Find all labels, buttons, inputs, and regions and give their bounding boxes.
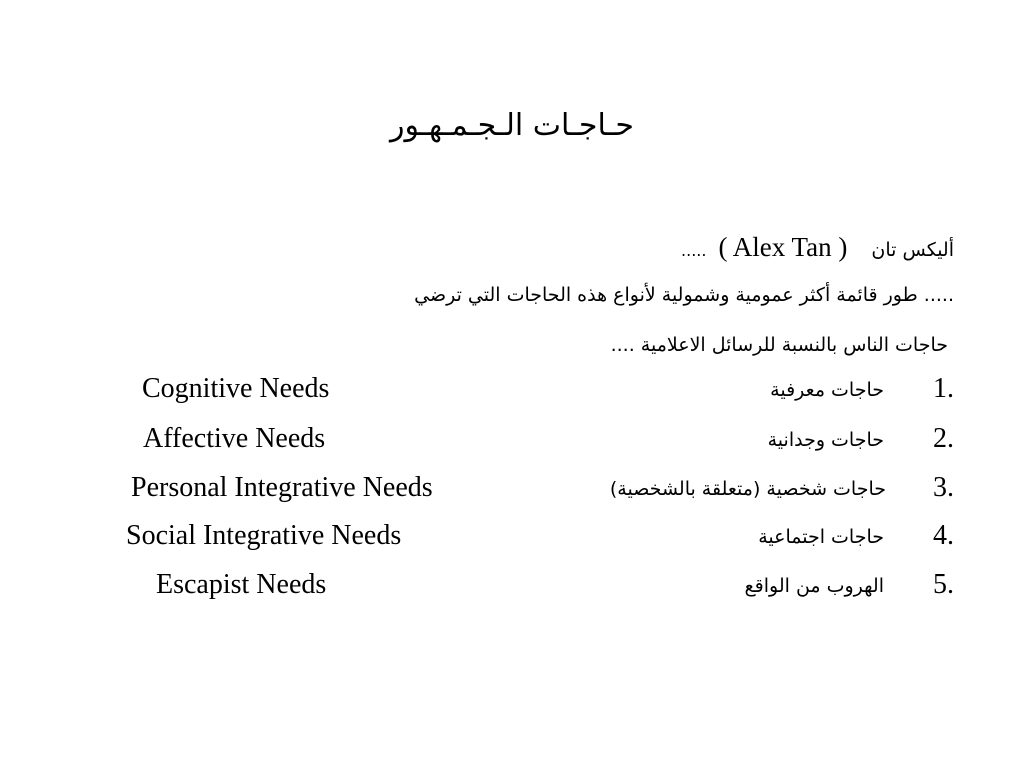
author-name-english: ( Alex Tan ) xyxy=(718,232,848,262)
author-dots: ..... xyxy=(681,241,707,260)
item-arabic-label: حاجات معرفية xyxy=(770,379,884,401)
slide-title: حـاجـات الـجـمـهـور xyxy=(390,108,634,143)
list-item xyxy=(0,569,1024,609)
item-number: 4. xyxy=(933,520,954,551)
item-arabic-label: حاجات اجتماعية xyxy=(758,526,884,548)
item-english-label: Social Integrative Needs xyxy=(126,520,402,551)
item-english-label: Escapist Needs xyxy=(156,569,327,600)
item-number: 3. xyxy=(933,472,954,503)
list-item xyxy=(0,373,1024,413)
item-english-label: Personal Integrative Needs xyxy=(131,472,433,503)
list-item xyxy=(0,472,1024,512)
list-item xyxy=(0,520,1024,560)
item-number: 2. xyxy=(933,423,954,454)
list-item xyxy=(0,423,1024,463)
intro-description-line xyxy=(414,284,954,306)
author-name-arabic: أليكس تان xyxy=(871,239,954,261)
item-arabic-label: حاجات وجدانية xyxy=(767,429,884,451)
item-number: 5. xyxy=(933,569,954,600)
item-arabic-label: حاجات شخصية (متعلقة بالشخصية) xyxy=(609,478,886,500)
item-arabic-label: الهروب من الواقع xyxy=(744,575,884,597)
description-dots: ..... xyxy=(923,284,954,306)
needs-intro-dots: .... xyxy=(610,334,635,356)
item-english-label: Cognitive Needs xyxy=(142,373,330,404)
intro-author-line xyxy=(681,232,954,263)
needs-intro-text: حاجات الناس بالنسبة للرسائل الاعلامية xyxy=(640,334,948,356)
item-number: 1. xyxy=(933,373,954,404)
description-text: طور قائمة أكثر عمومية وشمولية لأنواع هذه الحاجات التي ترضي xyxy=(414,284,918,306)
item-english-label: Affective Needs xyxy=(143,423,326,454)
intro-needs-line xyxy=(611,334,948,356)
